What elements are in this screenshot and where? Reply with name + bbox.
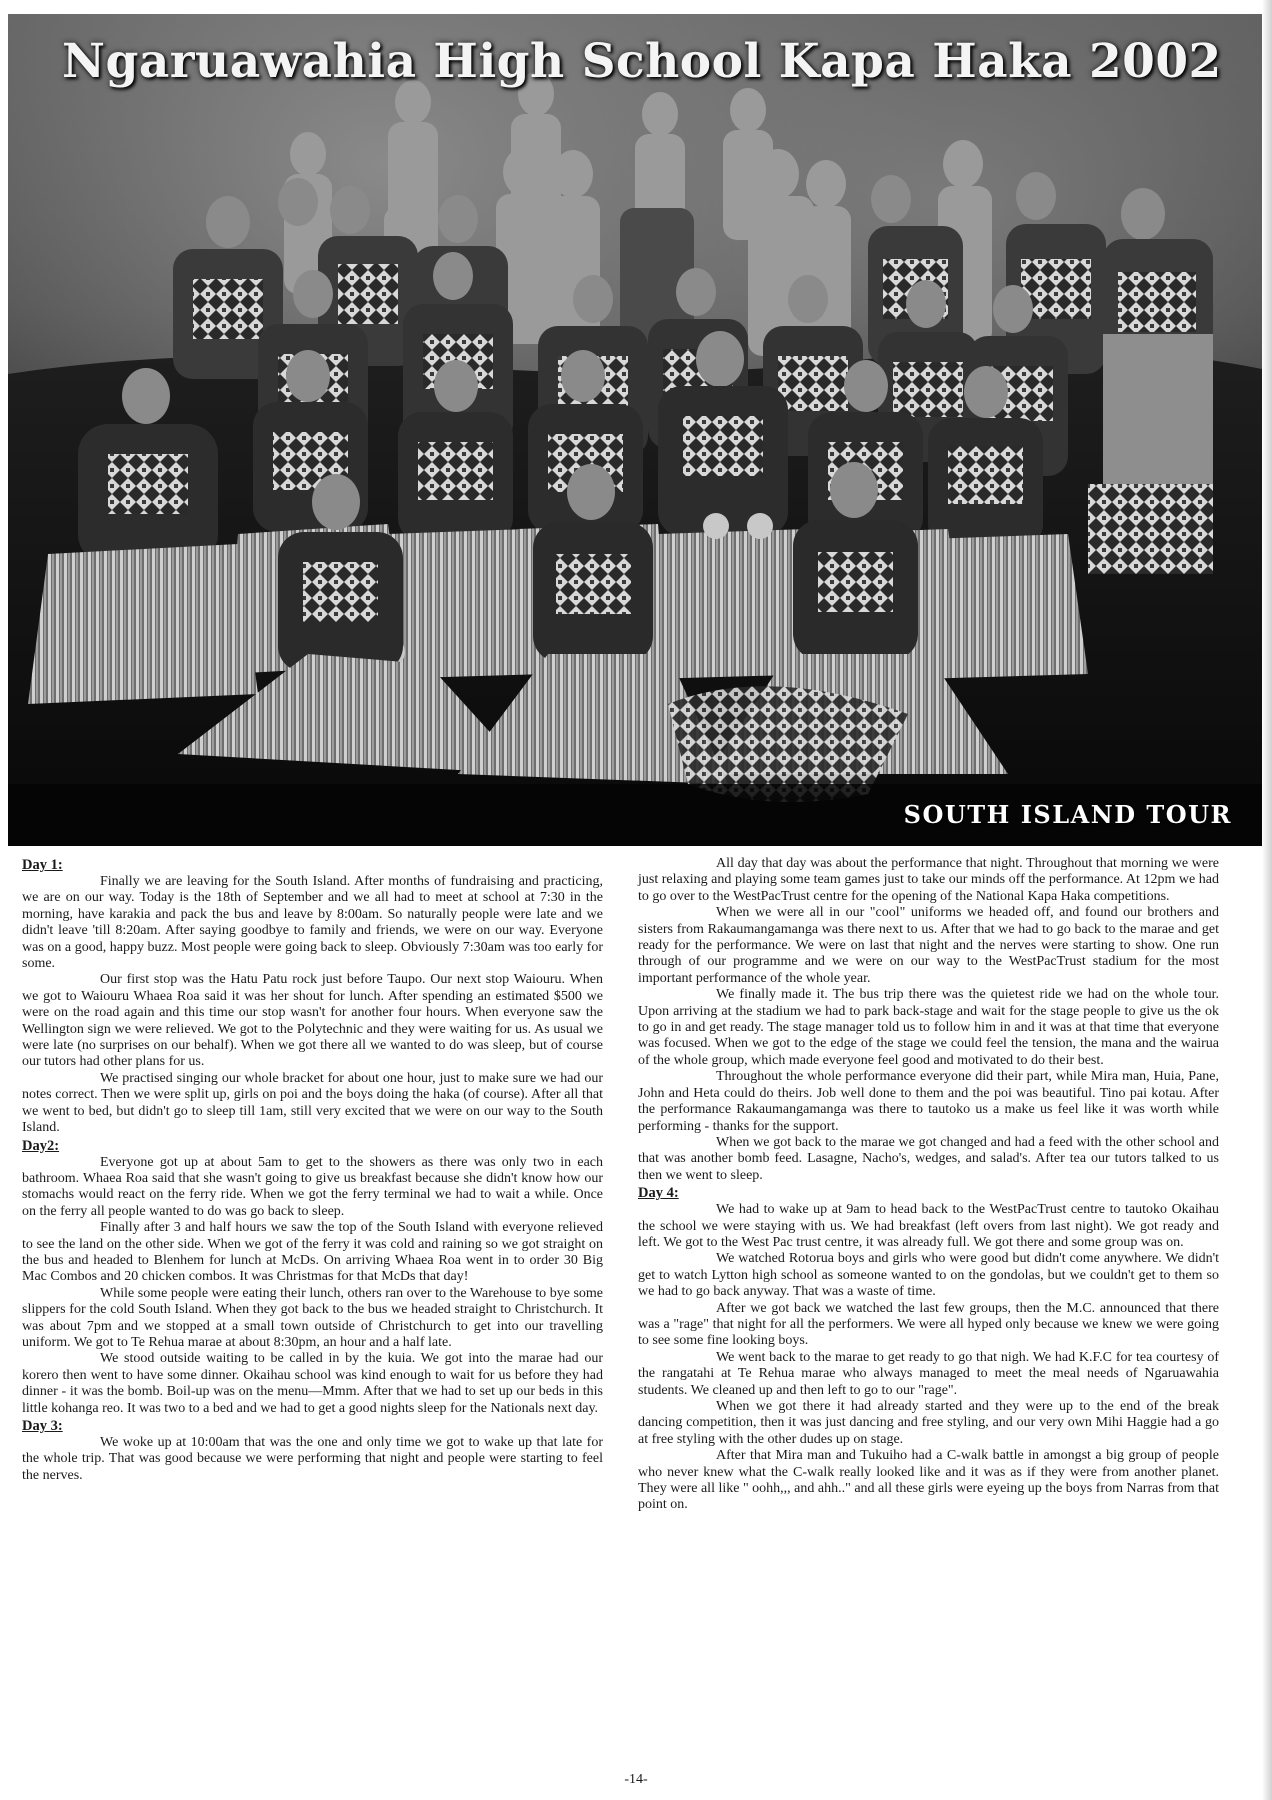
day2-paragraph-4: We stood outside waiting to be called in by the kuia. We got into the marae had our korero then went to have some dinner. Okaihau school was kind enough to wait for us before they had dinner - it was the bomb. Boil-up was on the menu—Mmm. After that we had to set up our beds in this little kohanga reo. It was two to a bed and we had to get a good nights sleep for the Nationals next day. bbox=[22, 1351, 603, 1416]
day1-heading: Day 1: bbox=[22, 857, 63, 873]
day4-paragraph-6: After that Mira man and Tukuiho had a C-walk battle in amongst a big group of people who never knew what the C-walk really looked like and it was as if they were from another planet. They were all like " oohh,,, and ahh.." and all these girls were eyeing up the boys from Narras from that point on. bbox=[638, 1448, 1219, 1513]
day2-paragraph-2: Finally after 3 and half hours we saw the top of the South Island with everyone relieved to see the land on the other side. When we got of the ferry it was cold and raining so we got straight on the bus and headed to Blenhem for lunch at McDs. On arriving Whaea Roa went in to order 30 Big Mac Combos and 20 chicken combos. It was Christmas for that McDs that day! bbox=[22, 1220, 603, 1285]
page-edge-shadow bbox=[1262, 0, 1272, 1800]
day2-heading: Day2: bbox=[22, 1137, 60, 1154]
day3-paragraph-2: All day that day was about the performance that night. Throughout that morning we were just relaxing and playing some team games just to take our minds off the performance. At 12pm we had to go over to the WestPacTrust centre for the opening of the National Kapa Haka competitions. bbox=[638, 856, 1219, 904]
day4-paragraph-3: After we got back we watched the last few groups, then the M.C. announced that there was a "rage" that night for all the performers. We were all hyped only because we knew we were going to see some fine looking boys. bbox=[638, 1300, 1219, 1349]
group-photo bbox=[8, 14, 1262, 846]
article-left-column bbox=[22, 856, 603, 1484]
day4-paragraph-2: We watched Rotorua boys and girls who were good but didn't come anywhere. We didn't get to watch Lytton high school as someone wanted to on the gondolas, but we couldn't get to them so we had to go back anyway. That was a waste of time. bbox=[638, 1251, 1219, 1300]
day4-paragraph-1: We had to wake up at 9am to head back to the WestPacTrust centre to tautoko Okaihau the school we were staying with us. We had breakfast (left overs from last night). We got ready and left. We got to the West Pac trust centre, it was already full. We got there and some group was on. bbox=[638, 1202, 1219, 1250]
day3-paragraph-6: When we got back to the marae we got changed and had a feed with the other school and that was another bomb feed. Lasagne, Nacho's, wedges, and salad's. After tea our tutors talked to us then we went to sleep. bbox=[638, 1134, 1219, 1183]
day3-paragraph-5: Throughout the whole performance everyone did their part, while Mira man, Huia, Pane, John and Heta could do theirs. Job well done to them and the poi was beautiful. Tino pai kotau. After the performance Rakaumangamanga was there to tautoko us a make us feel like it was worth while performing - thanks for the support. bbox=[638, 1069, 1219, 1134]
day1-paragraph-2: Our first stop was the Hatu Patu rock just before Taupo. Our next stop Waiouru. When we got to Waiouru Whaea Roa said it was her shout for lunch. After spending an estimated $500 we were on the road again and this time our stop wasn't for another four hours. When everyone saw the Wellington sign we were relieved. We got to the Polytechnic and they were waiting for us. As usual we were late (no surprises on our behalf). When we got there all we wanted to do was sleep, but of course our tutors had other plans for us. bbox=[22, 972, 603, 1070]
photo-caption: SOUTH ISLAND TOUR bbox=[903, 800, 1232, 829]
day4-paragraph-5: When we got there it had already started and they were up to the end of the break dancing competition, then it was just dancing and free styling, and our very own Mihi Haggie had a go at free styling with the other dudes up on stage. bbox=[638, 1399, 1219, 1447]
page-number: -14- bbox=[624, 1772, 648, 1787]
day1-paragraph-3: We practised singing our whole bracket for about one hour, just to make sure we had our notes correct. Then we were split up, girls on poi and the boys doing the haka (of course). After all that we went to bed, but didn't go to sleep till 1am, still very excited that we were on our way to the South Island. bbox=[22, 1070, 603, 1136]
day3-paragraph-1: We woke up at 10:00am that was the one and only time we got to wake up that late for the whole trip. That was good because we were performing that night and people were starting to feel the nerves. bbox=[22, 1435, 603, 1483]
day2-paragraph-3: While some people were eating their lunch, others ran over to the Warehouse to bye some slippers for the cold South Island. When they got back to the bus we headed straight to Christchurch. It was about 7pm and we stopped at a small town outside of Christchurch to get into our travelling uniform. We got to Te Rehua marae at about 8:30pm, an hour and a half late. bbox=[22, 1285, 603, 1350]
group-photo-illustration bbox=[8, 14, 1262, 846]
day4-paragraph-4: We went back to the marae to get ready to go that nigh. We had K.F.C for tea courtesy of the rangatahi at Te Rehua marae who always managed to meet the meal needs of Ngaruawahia students. We cleaned up and then left to go to our "rage". bbox=[638, 1349, 1219, 1398]
day3-heading: Day 3: bbox=[22, 1418, 63, 1434]
day3-paragraph-3: When we were all in our "cool" uniforms we headed off, and found our brothers and sisters from Rakaumangamanga was there next to us. After that we had to go back to the marae and get ready for the performance. We were on last that night and the nerves were starting to show. One run through of our programme and we were on our way to the WestPacTrust stadium for the most important performance of the whole year. bbox=[638, 905, 1219, 986]
day2-paragraph-1: Everyone got up at about 5am to get to the showers as there was only two in each bathroom. Whaea Roa said that she wasn't going to give us breakfast because she didn't know how our stomachs would react on the ferry ride. When we got the ferry terminal we had to wait a while. Once on the ferry all people wanted to do was go back to sleep. bbox=[22, 1154, 603, 1219]
article-right-column bbox=[638, 856, 1219, 1514]
day4-heading: Day 4: bbox=[638, 1185, 679, 1202]
day1-paragraph-1: Finally we are leaving for the South Island. After months of fundraising and practicing, we are on our way. Today is the 18th of September and we all had to meet at school at 7:30 in the morning, have karakia and pack the bus and leave by 8:00am. So naturally people were late and we didn't leave 'till 8:20am. After saying goodbye to family and friends, we were on our way. Everyone was on a good, happy buzz. Most people were going back to sleep. Obviously 7:30am was too early for some. bbox=[22, 874, 603, 972]
photo-title: Ngaruawahia High School Kapa Haka 2002 bbox=[62, 34, 1222, 89]
day3-paragraph-4: We finally made it. The bus trip there was the quietest ride we had on the whole tour. Upon arriving at the stadium we had to park back-stage and wait for the stage people to give us the ok to go in and get ready. The stage manager told us to follow him in and it was at that time that everyone was focused. When we got to the edge of the stage we could feel the tension, the mana and the wairua of the whole group, which made everyone feel good and motivated to do their best. bbox=[638, 987, 1219, 1068]
